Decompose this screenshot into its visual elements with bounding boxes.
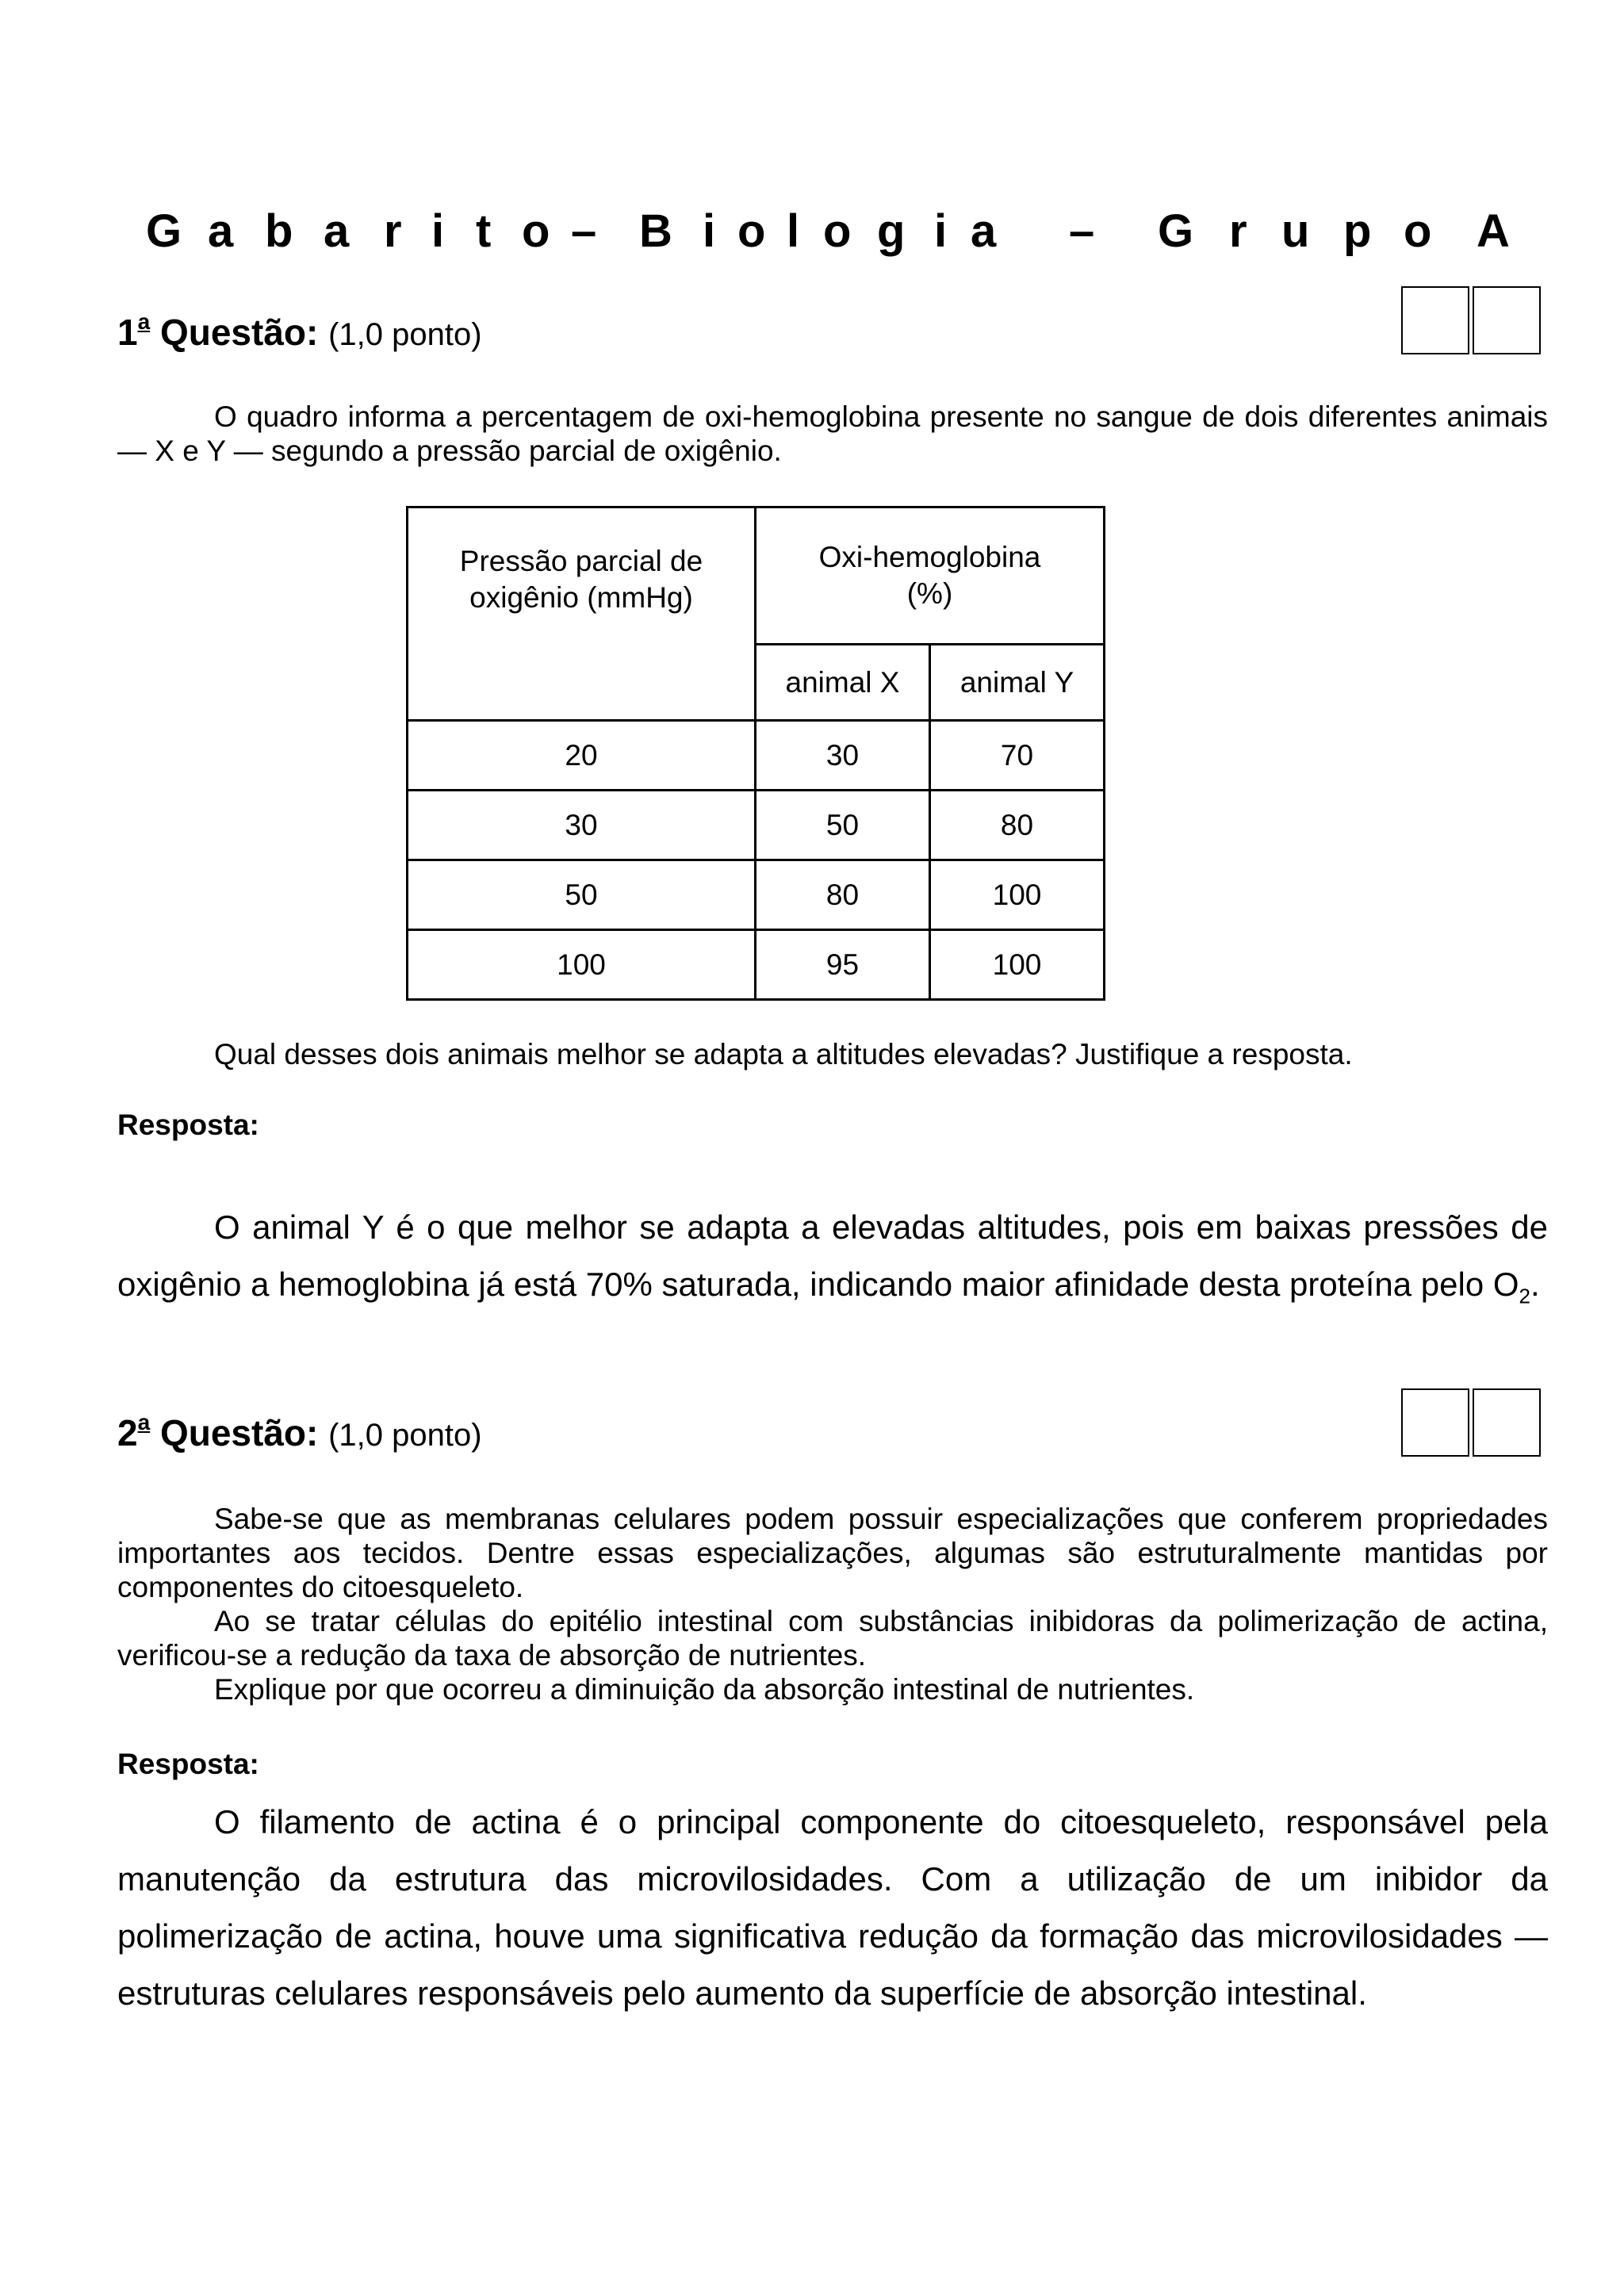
question-label: Questão:	[159, 1412, 319, 1453]
score-box-1a	[1401, 286, 1469, 354]
subscript: 2	[1519, 1284, 1530, 1308]
title-letter: i	[934, 205, 948, 257]
header-line: oxigênio (mmHg)	[469, 581, 693, 614]
question-2-heading	[117, 1410, 482, 1454]
question-number: 2	[117, 1412, 138, 1453]
response-label: Resposta:	[117, 1109, 259, 1141]
score-box-2b	[1473, 1388, 1541, 1457]
title-letter: r	[384, 205, 402, 257]
title-letter: b	[265, 205, 293, 257]
response-label: Resposta:	[117, 1748, 259, 1780]
title-letter: g	[877, 205, 906, 257]
question-2-paragraph-1: Sabe-se que as membranas celulares podem possuir especializações que conferem propriedades importantes aos tecidos. Dentre essas especializações, algumas são estruturalmente mantidas por componentes do citoesqueleto.	[117, 1503, 1548, 1603]
title-letter: a	[324, 205, 350, 257]
table-row	[408, 930, 1105, 1000]
question-label: Questão:	[159, 312, 319, 353]
table-cell: 80	[930, 791, 1105, 860]
title-letter: a	[208, 205, 234, 257]
question-2-answer: O filamento de actina é o principal componente do citoesqueleto, responsável pela manutenção da estrutura das microvilosidades. Com a utilização de um inibidor da polimerização de actina, houve uma significativa redução da formação das microvilosidades — estruturas celulares responsáveis pelo aumento da superfície de absorção intestinal.	[117, 1803, 1548, 2012]
question-2-paragraph-3: Explique por que ocorreu a diminuição da absorção intestinal de nutrientes.	[214, 1673, 1195, 1706]
header-line: Oxi-hemoglobina	[818, 541, 1041, 573]
title-letter: u	[1281, 205, 1310, 257]
table-cell: 100	[408, 930, 756, 1000]
title-letter: p	[1343, 205, 1372, 257]
oxyhemoglobin-table	[406, 506, 1105, 1001]
title-letter: o	[737, 205, 766, 257]
title-letter: o	[823, 205, 852, 257]
header-line: Pressão parcial de	[459, 545, 703, 577]
title-letter: a	[971, 205, 997, 257]
question-1-heading	[117, 309, 482, 354]
oxyhemoglobin-header	[756, 507, 1105, 645]
table-row	[408, 860, 1105, 930]
table-cell: 100	[930, 930, 1105, 1000]
table-cell: 95	[756, 930, 930, 1000]
title-letter: t	[476, 205, 492, 257]
title-letter: i	[431, 205, 445, 257]
question-number: 1	[117, 312, 138, 353]
title-letter: r	[1229, 205, 1247, 257]
table-cell: 20	[408, 721, 756, 791]
table-cell: 100	[930, 860, 1105, 930]
title-letter: B	[639, 205, 672, 257]
table-row	[408, 791, 1105, 860]
ordinal-indicator: a	[137, 1410, 151, 1434]
table-cell: 30	[756, 721, 930, 791]
header-line: (%)	[906, 577, 953, 610]
title-letter: –	[571, 205, 597, 257]
title-letter: i	[703, 205, 716, 257]
question-2-paragraph-2: Ao se tratar células do epitélio intestinal com substâncias inibidoras da polimerização de actina, verificou-se a redução da taxa de absorção de nutrientes.	[117, 1605, 1548, 1672]
title-letter: –	[1069, 205, 1095, 257]
title-letter: l	[787, 205, 800, 257]
title-letter: o	[1404, 205, 1432, 257]
table-cell: 50	[756, 791, 930, 860]
answer-period: .	[1530, 1266, 1540, 1303]
title-letter: o	[522, 205, 550, 257]
answer-text: O animal Y é o que melhor se adapta a elevadas altitudes, pois em baixas pressões de oxigênio a hemoglobina já está 70% saturada, indicando maior afinidade desta proteína pelo O	[117, 1208, 1548, 1303]
title-letter: G	[1158, 205, 1194, 257]
score-box-2a	[1401, 1388, 1469, 1457]
title-letter: G	[146, 205, 182, 257]
question-1-prompt: Qual desses dois animais melhor se adapta a altitudes elevadas? Justifique a resposta.	[214, 1038, 1353, 1070]
ordinal-indicator: a	[137, 309, 151, 334]
table-row	[408, 721, 1105, 791]
question-points: (1,0 ponto)	[328, 317, 482, 352]
animal-y-header: animal Y	[930, 645, 1105, 721]
score-box-1b	[1473, 286, 1541, 354]
table-cell: 70	[930, 721, 1105, 791]
question-1-answer	[117, 1199, 1548, 1324]
table-cell: 80	[756, 860, 930, 930]
title-letter: A	[1477, 205, 1510, 257]
animal-x-header: animal X	[756, 645, 930, 721]
table-cell: 30	[408, 791, 756, 860]
pressure-header	[408, 507, 756, 721]
question-points: (1,0 ponto)	[328, 1418, 482, 1453]
question-1-intro: O quadro informa a percentagem de oxi-hemoglobina presente no sangue de dois diferentes animais — X e Y — segundo a pressão parcial de oxigênio.	[117, 400, 1548, 467]
table-cell: 50	[408, 860, 756, 930]
